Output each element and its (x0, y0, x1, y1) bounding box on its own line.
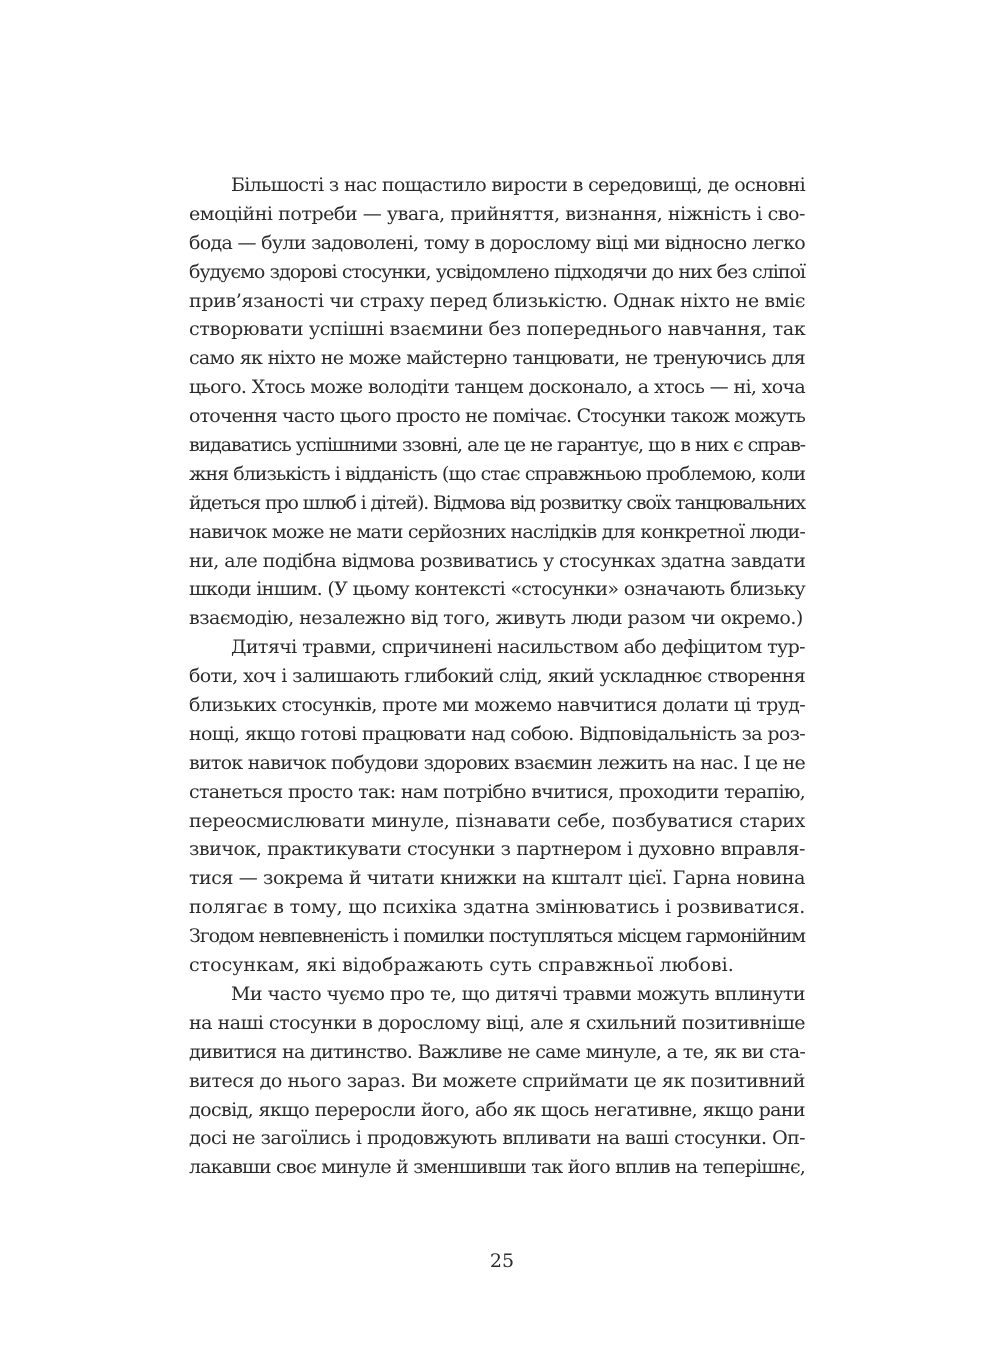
text-line: шкоди іншим. (У цьому контексті «стосунки» означають близьку (189, 578, 805, 601)
page-number: 25 (489, 1250, 515, 1272)
text-line: на наші стосунки в дорослому віці, але я схильний позитивніше (189, 1011, 805, 1034)
text-line: створювати успішні взаємини без попереднього навчання, так (189, 318, 806, 341)
paragraph-3 (189, 980, 805, 1182)
text-line: витеся до нього зараз. Ви можете сприймати це як позитивний (189, 1069, 805, 1092)
text-line: само як ніхто не може майстерно танцювати, не тренуючись для (189, 347, 805, 370)
text-line: тися — зокрема й читати книжки на кшталт цієї. Гарна новина (189, 867, 805, 890)
text-line: Згодом невпевненість і помилки поступляться місцем гармонійним (189, 925, 805, 948)
text-line: оточення часто цього просто не помічає. Стосунки також можуть (189, 405, 805, 428)
text-line: бода — були задоволені, тому в дорослому віці ми відносно легко (189, 231, 805, 254)
text-line: виток навичок побудови здорових взаємин лежить на нас. І це не (189, 751, 805, 774)
text-line: полягає в тому, що психіка здатна змінюватись і розвиватися. (189, 896, 805, 919)
text-line: переосмислювати минуле, пізнавати себе, позбуватися старих (189, 809, 805, 832)
text-line: близьких стосунків, проте ми можемо навчитися долати ці труд- (189, 694, 805, 717)
paragraph-1 (189, 171, 805, 633)
text-line: ни, але подібна відмова розвиватись у стосунках здатна завдати (189, 549, 806, 572)
text-line: взаємодію, незалежно від того, живуть люди разом чи окремо.) (189, 607, 803, 630)
text-line: жня близькість і відданість (що стає справжньою проблемою, коли (189, 462, 805, 485)
paragraph-2 (189, 633, 805, 980)
text-line: станеться просто так: нам потрібно вчитися, проходити терапію, (189, 780, 805, 803)
text-line: стосункам, які відображають суть справжньої любові. (189, 954, 734, 977)
text-line: боти, хоч і залишають глибокий слід, який ускладнює створення (189, 665, 805, 688)
text-line: дивитися на дитинство. Важливе не саме минуле, а те, як ви ста- (189, 1040, 805, 1063)
text-line: навичок може не мати серйозних наслідків для конкретної люди- (189, 520, 805, 543)
text-line: досвід, якщо переросли його, або як щось негативне, якщо рани (189, 1098, 805, 1121)
text-line: Ми часто чуємо про те, що дитячі травми можуть вплинути (231, 982, 805, 1005)
text-line: Більшості з нас пощастило вирости в середовищі, де основні (231, 174, 805, 196)
text-line: видаватись успішними ззовні, але це не гарантує, що в них є справ- (189, 434, 805, 457)
body-text (189, 171, 805, 1182)
text-line: звичок, практикувати стосунки з партнером і духовно вправля- (189, 838, 805, 861)
text-line: йдеться про шлюб і дітей). Відмова від розвитку своїх танцювальних (189, 491, 805, 514)
text-line: будуємо здорові стосунки, усвідомлено підходячи до них без сліпої (189, 260, 805, 283)
text-line: емоційні потреби — увага, прийняття, визнання, ніжність і сво- (189, 202, 805, 225)
text-line: цього. Хтось може володіти танцем досконало, а хтось — ні, хоча (189, 376, 805, 399)
text-line: Дитячі травми, спричинені насильством або дефіцитом тур- (231, 636, 805, 659)
text-line: досі не загоїлись і продовжують впливати на ваші стосунки. Оп- (189, 1127, 805, 1150)
text-line: лакавши своє минуле й зменшивши так його вплив на теперішнє, (189, 1156, 805, 1179)
text-line: нощі, якщо готові працювати над собою. Відповідальність за роз- (189, 722, 805, 745)
text-line: прив’язаності чи страху перед близькістю. Однак ніхто не вміє (189, 289, 806, 312)
